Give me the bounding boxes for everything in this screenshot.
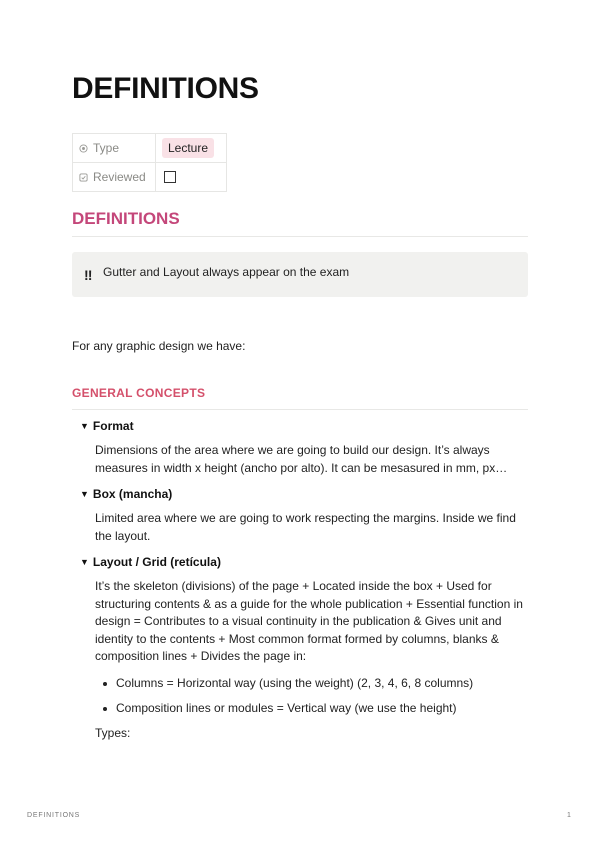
toggle-title: Layout / Grid (retícula) bbox=[92, 555, 221, 569]
page-title: DEFINITIONS bbox=[72, 72, 259, 105]
triangle-down-icon[interactable]: ▼ bbox=[80, 489, 89, 499]
page-number: 1 bbox=[567, 812, 571, 819]
text-line: measures in width x height (ancho por alto). It can be mesasured in mm, px… bbox=[95, 460, 508, 475]
status-icon bbox=[79, 144, 88, 153]
double-exclamation-icon: ‼ bbox=[84, 267, 92, 283]
toggle-box[interactable] bbox=[80, 487, 172, 501]
text-line: identity to the contents + Most common format formed by columns, blanks & bbox=[95, 631, 499, 646]
bullet-icon bbox=[103, 707, 107, 711]
property-row-type bbox=[73, 134, 227, 163]
property-value-cell[interactable] bbox=[156, 163, 227, 192]
list-item-text: Columns = Horizontal way (using the weight) (2, 3, 4, 6, 8 columns) bbox=[116, 676, 474, 690]
checkbox-property-icon bbox=[79, 173, 88, 182]
text-line: It’s the skeleton (divisions) of the page + Located inside the box + Used for bbox=[95, 579, 492, 593]
text-line: structuring contents & as a guide for the whole publication + Essential function in bbox=[95, 596, 523, 611]
toggle-content bbox=[95, 442, 528, 477]
text-line: design = Contributes to a visual continuity in the publication & Gives unit and bbox=[95, 614, 502, 628]
toggle-layout-grid[interactable] bbox=[80, 555, 221, 569]
types-label: Types: bbox=[95, 726, 131, 740]
property-key-cell bbox=[73, 134, 156, 163]
property-key-cell bbox=[73, 163, 156, 192]
toggle-format[interactable] bbox=[80, 419, 134, 433]
property-key: Type bbox=[93, 141, 120, 155]
properties-table bbox=[72, 133, 227, 192]
toggle-title: Box (mancha) bbox=[92, 487, 173, 501]
list-item bbox=[95, 675, 473, 700]
intro-text: For any graphic design we have: bbox=[72, 339, 246, 353]
text-line: the layout. bbox=[95, 528, 151, 543]
callout bbox=[72, 252, 528, 297]
toggle-title: Format bbox=[92, 419, 134, 433]
reviewed-checkbox[interactable] bbox=[164, 171, 176, 183]
property-row-reviewed bbox=[73, 163, 227, 192]
text-line: Limited area where we are going to work respecting the margins. Inside we find bbox=[95, 511, 516, 525]
bullet-icon bbox=[103, 682, 107, 686]
triangle-down-icon[interactable]: ▼ bbox=[80, 557, 89, 567]
bullet-list bbox=[95, 675, 473, 725]
footer-label: DEFINITIONS bbox=[27, 812, 81, 819]
list-item-text: Composition lines or modules = Vertical way (we use the height) bbox=[116, 701, 457, 715]
toggle-content bbox=[95, 510, 528, 545]
callout-text: Gutter and Layout always appear on the exam bbox=[103, 265, 350, 279]
text-line: composition lines + Divides the page in: bbox=[95, 649, 307, 663]
triangle-down-icon[interactable]: ▼ bbox=[80, 421, 89, 431]
property-key: Reviewed bbox=[93, 170, 146, 184]
divider bbox=[72, 409, 528, 410]
toggle-content bbox=[95, 578, 528, 666]
text-line: Dimensions of the area where we are going to build our design. It’s always bbox=[95, 443, 490, 457]
type-tag[interactable]: Lecture bbox=[162, 138, 214, 158]
subheading: GENERAL CONCEPTS bbox=[72, 386, 206, 400]
list-item bbox=[95, 700, 473, 725]
divider bbox=[72, 236, 528, 237]
section-heading: DEFINITIONS bbox=[72, 209, 180, 228]
property-value-cell[interactable] bbox=[156, 134, 227, 163]
